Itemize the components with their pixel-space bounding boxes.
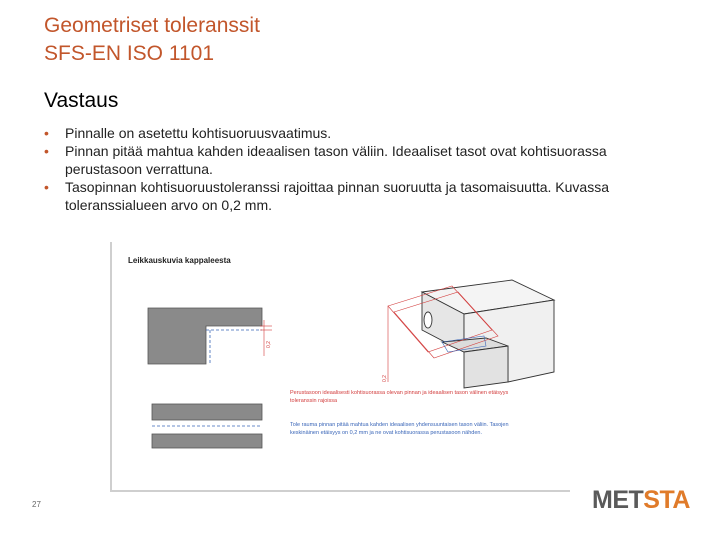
l-section-part [148,308,262,364]
slide-title-line1: Geometriset toleranssit [44,14,260,37]
bullet-text: Pinnan pitää mahtua kahden ideaalisen tason väliin. Ideaaliset tasot ovat kohtisuorassa perustasoon verrattuna. [65,143,607,177]
bullet-dot-icon: • [44,125,49,141]
bullet-text: Tasopinnan kohtisuoruustoleranssi rajoittaa pinnan suoruutta ja tasomaisuutta. Kuvassa toleranssialueen arvo on 0,2 mm. [65,179,609,213]
slide-title-line2: SFS-EN ISO 1101 [44,42,215,65]
bullet-list [44,124,684,214]
section-heading: Vastaus [44,89,119,112]
bullet-dot-icon: • [44,179,49,195]
lower-section-bar-bottom [152,434,262,448]
bullet-item [44,142,684,178]
bullet-text: Pinnalle on asetettu kohtisuoruusvaatimus. [65,125,332,141]
dim-label-2: 0,2 [382,375,388,382]
iso-part-hole [424,312,432,328]
metsta-logo [592,486,690,515]
technical-drawing-figure [110,242,570,492]
bullet-dot-icon: • [44,143,49,159]
bullet-item [44,178,684,214]
figure-note-red: Perustasoon ideaalisesti kohtisuorassa olevan pinnan ja ideaalisen tason välinen etäisyys toleranssin rajoissa [290,390,509,404]
logo-part-gray: MET [592,486,644,514]
dim-label-1: 0,2 [266,341,272,348]
figure-title: Leikkauskuvia kappaleesta [128,256,231,265]
page-number: 27 [32,500,41,509]
drawing-svg [112,242,570,492]
iso-part-lower-front [464,346,508,388]
slide-title [44,12,260,68]
bullet-item [44,124,684,142]
logo-part-orange: STA [643,486,690,514]
figure-note-blue: Tole rauma pinnan pitää mahtua kahden ideaalisen yhdensuuntaisen tason väliin. Tasojen keskinäinen etäisyys on 0,2 mm ja ne ovat kohtisuorassa perustasoon nähden. [290,422,509,436]
lower-section-bar-top [152,404,262,420]
